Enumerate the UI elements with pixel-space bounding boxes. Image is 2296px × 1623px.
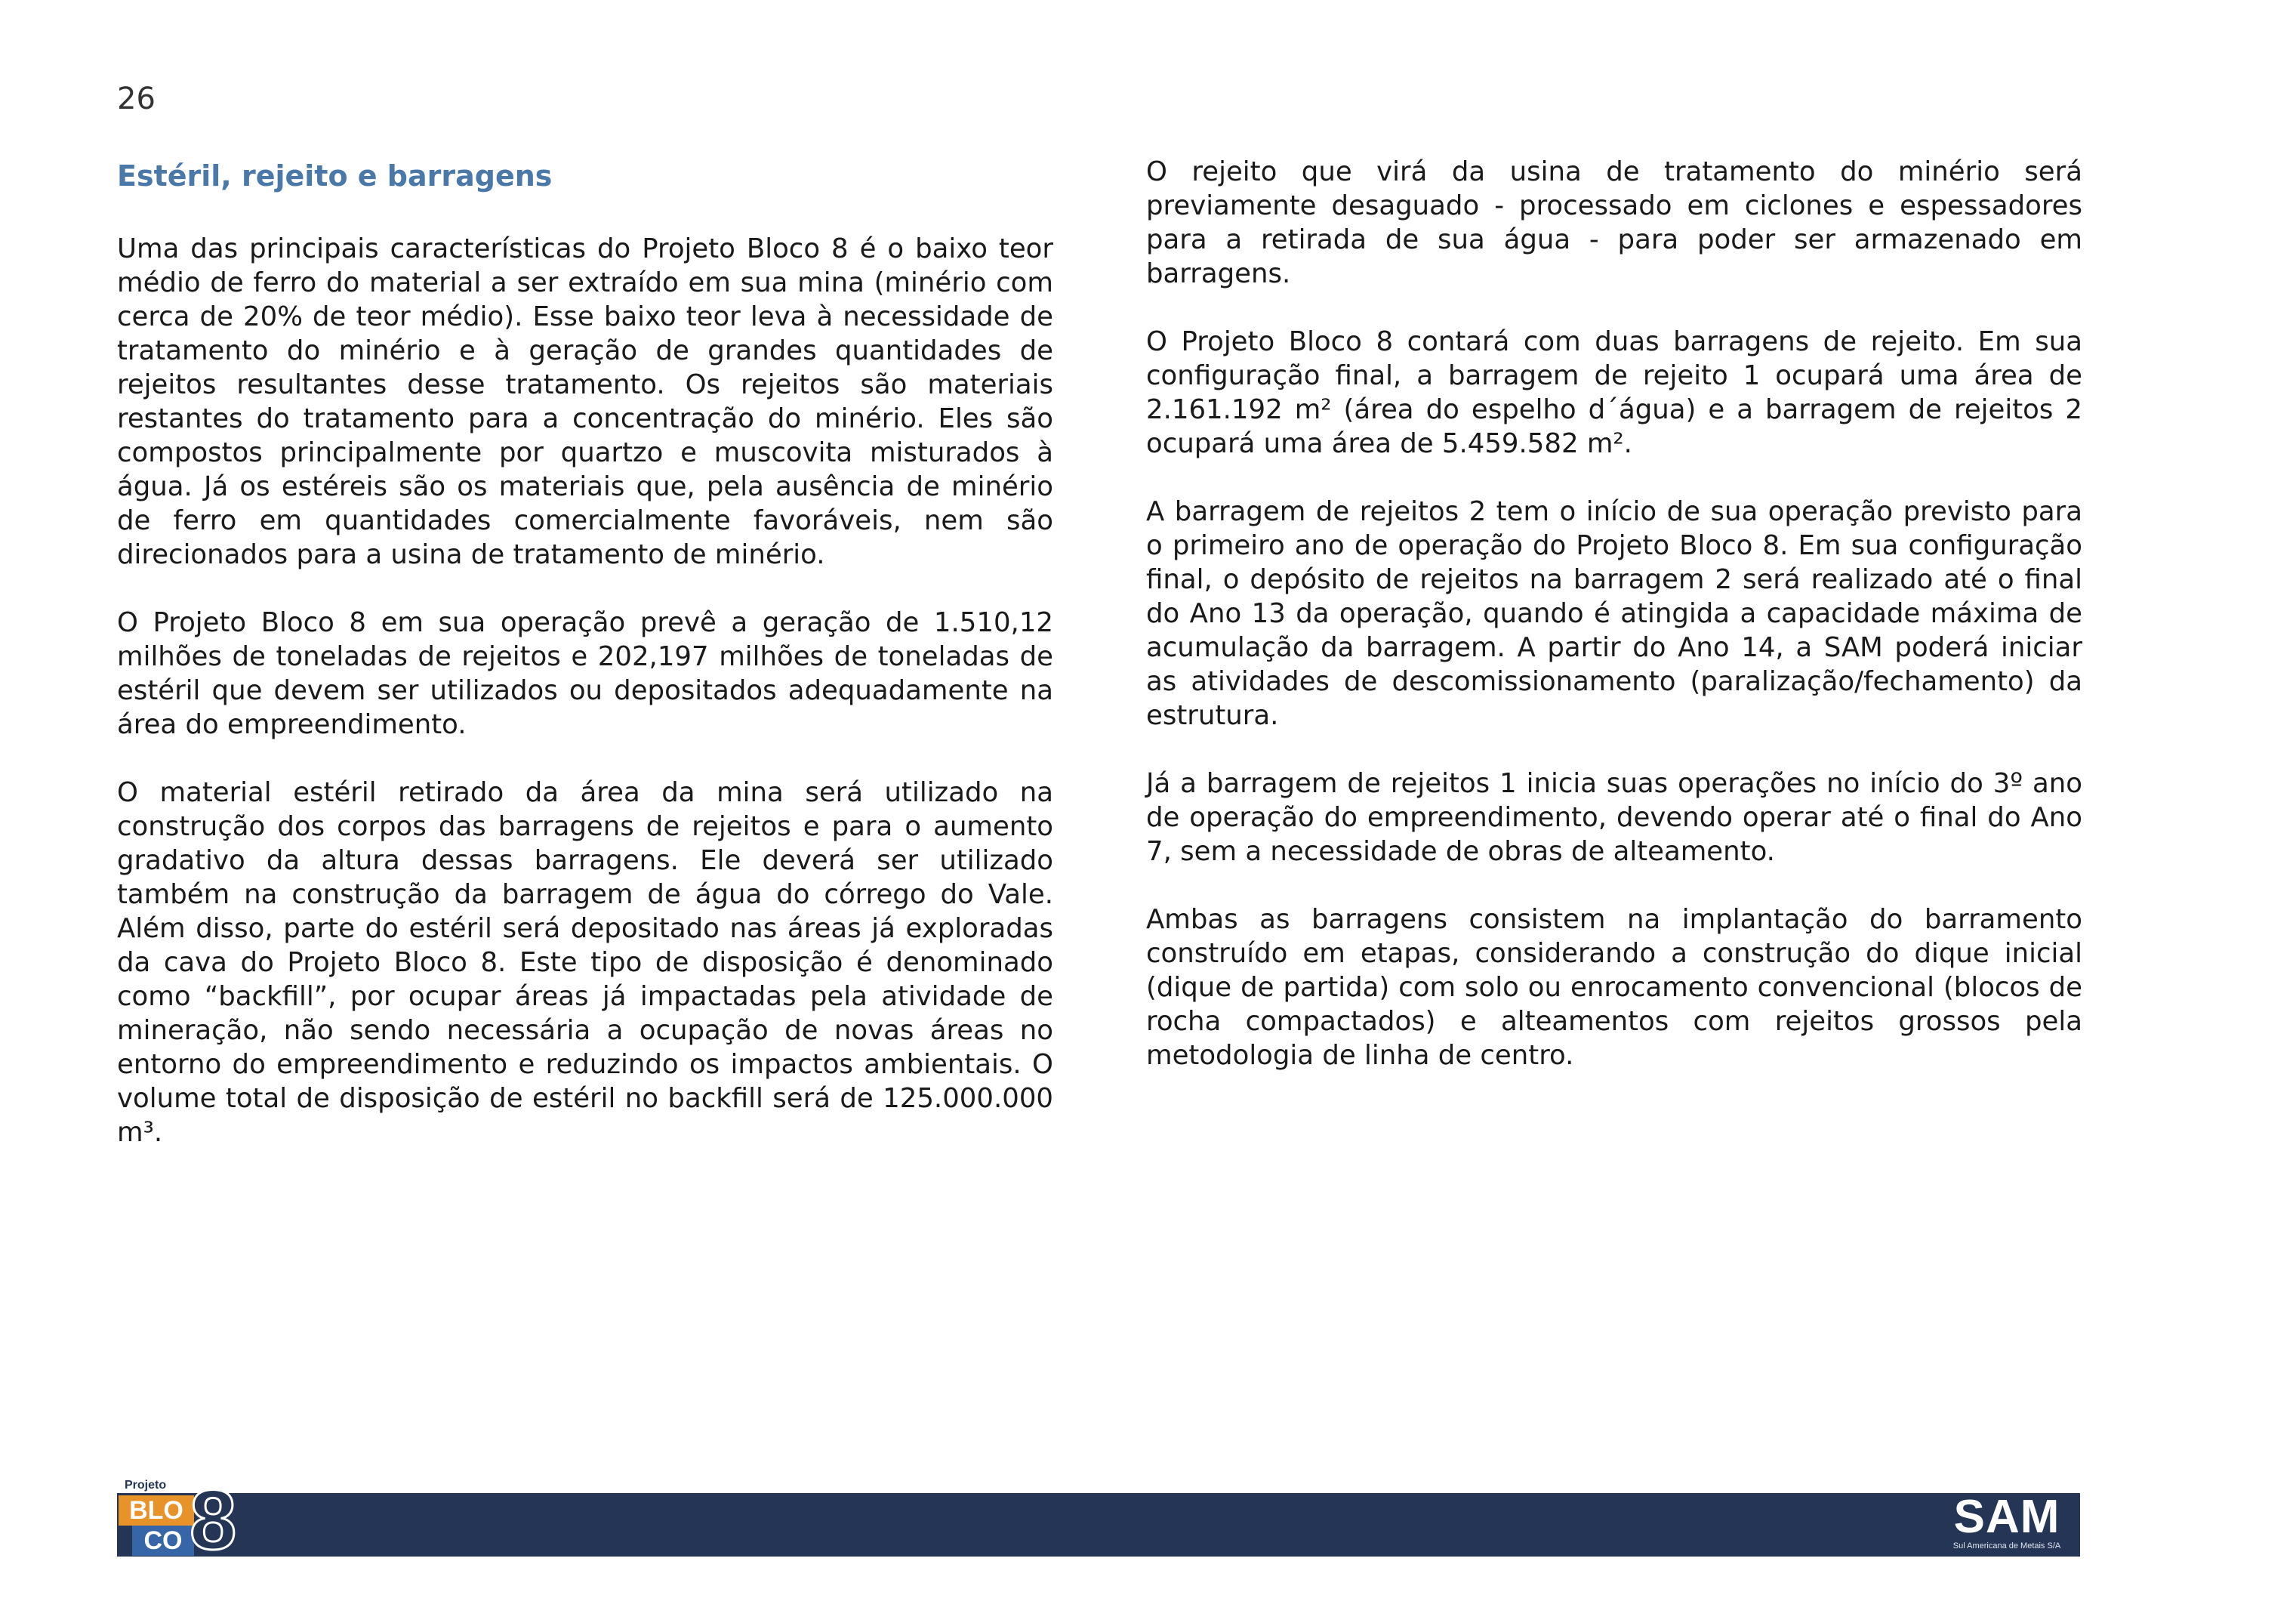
paragraph: O Projeto Bloco 8 contará com duas barragens de rejeito. Em sua configuração final, a barragem de rejeito 1 ocupará uma área de 2.161.192 m² (área do espelho d´água) e a barragem de rejeitos 2 ocupará uma área de 5.459.582 m². bbox=[1146, 326, 2082, 459]
sam-logo-subtitle: Sul Americana de Metais S/A bbox=[1952, 1541, 2061, 1550]
logo-projeto-text: Projeto bbox=[125, 1479, 167, 1492]
footer-bar bbox=[117, 1493, 2080, 1557]
left-column bbox=[117, 155, 1053, 1183]
projeto-bloco-8-logo bbox=[117, 1473, 245, 1567]
paragraph: O Projeto Bloco 8 em sua operação prevê a geração de 1.510,12 milhões de toneladas de rejeitos e 202,197 milhões de toneladas de estéril que devem ser utilizados ou depositados adequadamente na área do empreendimento. bbox=[117, 607, 1053, 740]
right-column bbox=[1146, 155, 2082, 1106]
paragraph: Já a barragem de rejeitos 1 inicia suas operações no início do 3º ano de operação do empreendimento, devendo operar até o final do Ano 7, sem a necessidade de obras de alteamento. bbox=[1146, 768, 2082, 867]
paragraph: Uma das principais características do Projeto Bloco 8 é o baixo teor médio de ferro do material a ser extraído em sua mina (minério com cerca de 20% de teor médio). Esse baixo teor leva à necessidade de tratamento do minério e à geração de grandes quantidades de rejeitos resultantes desse tratamento. Os rejeitos são materiais restantes do tratamento para a concentração do minério. Eles são compostos principalmente por quartzo e muscovita misturados à água. Já os estéreis são os materiais que, pela ausência de minério de ferro em quantidades comercialmente favoráveis, nem são direcionados para a usina de tratamento de minério. bbox=[117, 233, 1053, 570]
sam-logo-name: SAM bbox=[1953, 1491, 2060, 1543]
paragraph: Ambas as barragens consistem na implantação do barramento construído em etapas, considerando a construção do dique inicial (dique de partida) com solo ou enrocamento convencional (blocos de rocha compactados) e alteamentos com rejeitos grossos pela metodologia de linha de centro. bbox=[1146, 904, 2082, 1071]
logo-co-text: CO bbox=[132, 1526, 194, 1556]
paragraph: A barragem de rejeitos 2 tem o início de sua operação previsto para o primeiro ano de operação do Projeto Bloco 8. Em sua configuração final, o depósito de rejeitos na barragem 2 será realizado até o final do Ano 13 da operação, quando é atingida a capacidade máxima de acumulação da barragem. A partir do Ano 14, a SAM poderá iniciar as atividades de descomissionamento (paralização/fechamento) da estrutura. bbox=[1146, 496, 2082, 731]
section-heading: Estéril, rejeito e barragens bbox=[117, 159, 553, 193]
paragraph: O material estéril retirado da área da mina será utilizado na construção dos corpos das barragens de rejeitos e para o aumento gradativo da altura dessas barragens. Ele deverá ser utilizado também na construção da barragem de água do córrego do Vale. Além disso, parte do estéril será depositado nas áreas já exploradas da cava do Projeto Bloco 8. Este tipo de disposição é denominado como “backfill”, por ocupar áreas já impactadas pela atividade de mineração, não sendo necessária a ocupação de novas áreas no entorno do empreendimento e reduzindo os impactos ambientais. O volume total de disposição de estéril no backfill será de 125.000.000 m³. bbox=[117, 777, 1053, 1148]
paragraph: O rejeito que virá da usina de tratamento do minério será previamente desaguado - processado em ciclones e espessadores para a retirada de sua água - para poder ser armazenado em barragens. bbox=[1146, 156, 2082, 289]
logo-eight-digit: 8 bbox=[190, 1473, 237, 1567]
page-number: 26 bbox=[117, 82, 156, 116]
logo-blo-text: BLO bbox=[119, 1495, 194, 1526]
sam-logo bbox=[1933, 1491, 2081, 1556]
